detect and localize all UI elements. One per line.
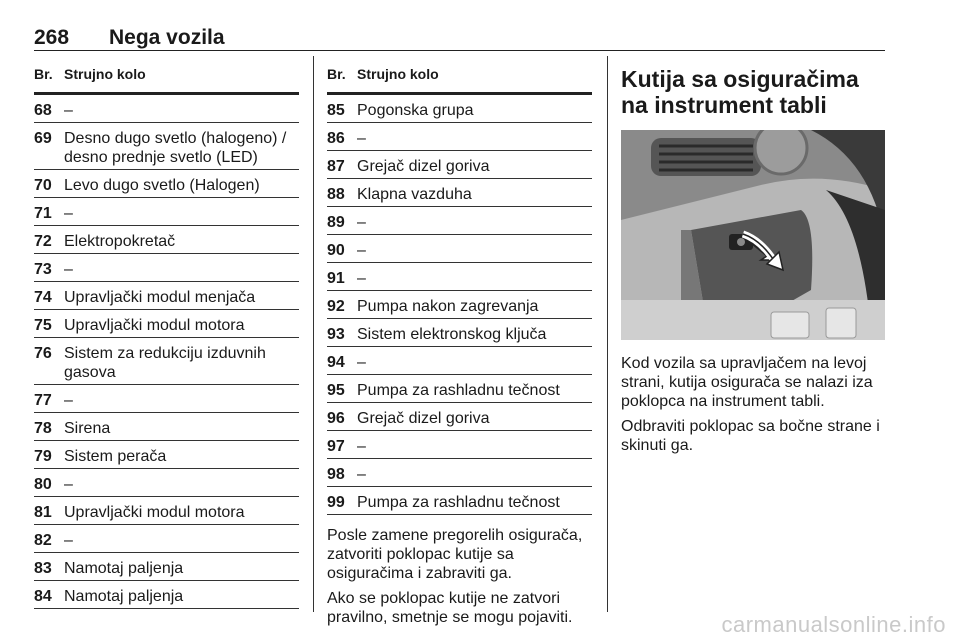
circuit-description: Pogonska grupa bbox=[357, 102, 474, 119]
fuse-number: 82 bbox=[34, 532, 52, 549]
fuse-number: 79 bbox=[34, 448, 52, 465]
table-row bbox=[34, 170, 299, 198]
middle-notes bbox=[327, 526, 592, 627]
circuit-description: Grejač dizel goriva bbox=[357, 158, 490, 175]
fuse-number: 81 bbox=[34, 504, 52, 521]
circuit-description: Grejač dizel goriva bbox=[357, 410, 490, 427]
header-circuit: Strujno kolo bbox=[357, 66, 439, 82]
table-row bbox=[327, 431, 592, 459]
table-row bbox=[34, 469, 299, 497]
circuit-description: Namotaj paljenja bbox=[64, 588, 184, 605]
fuse-number: 78 bbox=[34, 420, 52, 437]
fuse-number: 71 bbox=[34, 205, 52, 222]
fuse-number: 87 bbox=[327, 158, 345, 175]
table-row bbox=[327, 459, 592, 487]
table-row bbox=[34, 441, 299, 469]
fuse-table-middle bbox=[327, 56, 592, 627]
fuse-number: 69 bbox=[34, 130, 52, 147]
fuse-number: 86 bbox=[327, 130, 345, 147]
fuse-number: 75 bbox=[34, 317, 52, 334]
fuse-number: 91 bbox=[327, 270, 345, 287]
header-number: Br. bbox=[34, 66, 53, 82]
circuit-description: Levo dugo svetlo (Halogen) bbox=[64, 177, 260, 194]
circuit-description: – bbox=[64, 532, 73, 549]
fuse-table-left bbox=[34, 56, 299, 609]
header-rule bbox=[34, 50, 885, 51]
fuse-number: 88 bbox=[327, 186, 345, 203]
table-row bbox=[34, 254, 299, 282]
instrument-panel-photo bbox=[621, 130, 885, 340]
circuit-description: – bbox=[357, 214, 366, 231]
table-row bbox=[34, 198, 299, 226]
circuit-description: – bbox=[64, 476, 73, 493]
fuse-number: 72 bbox=[34, 233, 52, 250]
circuit-description: – bbox=[64, 392, 73, 409]
section-title: Kutija sa osiguračima na instrument tabli bbox=[621, 66, 859, 118]
circuit-description: Pumpa za rashladnu tečnost bbox=[357, 382, 560, 399]
table-row bbox=[34, 282, 299, 310]
page-number: 268 bbox=[34, 26, 70, 49]
page-header bbox=[34, 26, 885, 52]
circuit-description: Sirena bbox=[64, 420, 111, 437]
circuit-description: Desno dugo svetlo (halogeno) / desno prednje svetlo (LED) bbox=[64, 130, 287, 166]
circuit-description: – bbox=[64, 205, 73, 222]
table-row bbox=[327, 487, 592, 515]
header-number: Br. bbox=[327, 66, 346, 82]
table-row bbox=[34, 385, 299, 413]
table-row bbox=[327, 347, 592, 375]
table-row bbox=[327, 123, 592, 151]
header-circuit: Strujno kolo bbox=[64, 66, 146, 82]
circuit-description: – bbox=[357, 270, 366, 287]
table-row bbox=[34, 95, 299, 123]
table-row bbox=[34, 497, 299, 525]
table-row bbox=[327, 263, 592, 291]
circuit-description: Upravljački modul menjača bbox=[64, 289, 256, 306]
fuse-number: 84 bbox=[34, 588, 52, 605]
circuit-description: – bbox=[64, 102, 73, 119]
table-row bbox=[34, 310, 299, 338]
fuse-number: 68 bbox=[34, 102, 52, 119]
fuse-number: 95 bbox=[327, 382, 345, 399]
table-header bbox=[34, 56, 299, 95]
fuse-number: 96 bbox=[327, 410, 345, 427]
watermark: carmanualsonline.info bbox=[721, 612, 946, 637]
fuse-number: 83 bbox=[34, 560, 52, 577]
circuit-description: Klapna vazduha bbox=[357, 186, 472, 203]
table-row bbox=[327, 235, 592, 263]
table-row bbox=[327, 179, 592, 207]
table-row bbox=[327, 291, 592, 319]
section-paragraph: Odbraviti poklopac sa bočne strane i skinuti ga. bbox=[621, 418, 880, 454]
table-row bbox=[327, 151, 592, 179]
circuit-description: – bbox=[357, 354, 366, 371]
table-row bbox=[327, 95, 592, 123]
column-divider bbox=[607, 56, 608, 612]
fuse-number: 85 bbox=[327, 102, 345, 119]
circuit-description: – bbox=[357, 466, 366, 483]
fuse-number: 93 bbox=[327, 326, 345, 343]
section-paragraph: Kod vozila sa upravljačem na levoj strani, kutija osigurača se nalazi iza poklopca na instrument tabli. bbox=[621, 355, 873, 410]
table-row bbox=[34, 553, 299, 581]
table-body bbox=[327, 95, 592, 515]
note-paragraph: Posle zamene pregorelih osigurača, zatvoriti poklopac kutije sa osiguračima i zabraviti ga. bbox=[327, 527, 583, 582]
table-row bbox=[327, 319, 592, 347]
note-paragraph: Ako se poklopac kutije ne zatvori pravilno, smetnje se mogu pojaviti. bbox=[327, 590, 573, 626]
fuse-number: 99 bbox=[327, 494, 345, 511]
circuit-description: – bbox=[357, 242, 366, 259]
fuse-number: 77 bbox=[34, 392, 52, 409]
table-row bbox=[34, 338, 299, 385]
circuit-description: Pumpa za rashladnu tečnost bbox=[357, 494, 560, 511]
section-body bbox=[621, 354, 885, 455]
circuit-description: Pumpa nakon zagrevanja bbox=[357, 298, 539, 315]
fuse-number: 80 bbox=[34, 476, 52, 493]
circuit-description: – bbox=[64, 261, 73, 278]
table-row bbox=[34, 581, 299, 609]
circuit-description: – bbox=[357, 130, 366, 147]
table-row bbox=[327, 207, 592, 235]
section-instrument-panel bbox=[621, 56, 885, 455]
fuse-number: 70 bbox=[34, 177, 52, 194]
table-row bbox=[327, 375, 592, 403]
table-body bbox=[34, 95, 299, 609]
fuse-number: 97 bbox=[327, 438, 345, 455]
circuit-description: Namotaj paljenja bbox=[64, 560, 184, 577]
fuse-number: 98 bbox=[327, 466, 345, 483]
table-row bbox=[34, 123, 299, 170]
fuse-number: 73 bbox=[34, 261, 52, 278]
fuse-number: 90 bbox=[327, 242, 345, 259]
fuse-number: 74 bbox=[34, 289, 52, 306]
fuse-number: 89 bbox=[327, 214, 345, 231]
table-row bbox=[34, 226, 299, 254]
page-title: Nega vozila bbox=[109, 26, 225, 49]
circuit-description: Upravljački modul motora bbox=[64, 504, 245, 521]
column-divider bbox=[313, 56, 314, 612]
circuit-description: Sistem perača bbox=[64, 448, 167, 465]
table-row bbox=[34, 413, 299, 441]
table-row bbox=[34, 525, 299, 553]
circuit-description: Upravljački modul motora bbox=[64, 317, 245, 334]
table-row bbox=[327, 403, 592, 431]
circuit-description: – bbox=[357, 438, 366, 455]
fuse-number: 92 bbox=[327, 298, 345, 315]
circuit-description: Sistem za redukciju izduvnih gasova bbox=[64, 345, 266, 381]
fuse-number: 94 bbox=[327, 354, 345, 371]
circuit-description: Elektropokretač bbox=[64, 233, 176, 250]
circuit-description: Sistem elektronskog ključa bbox=[357, 326, 547, 343]
table-header bbox=[327, 56, 592, 95]
fuse-number: 76 bbox=[34, 345, 52, 362]
